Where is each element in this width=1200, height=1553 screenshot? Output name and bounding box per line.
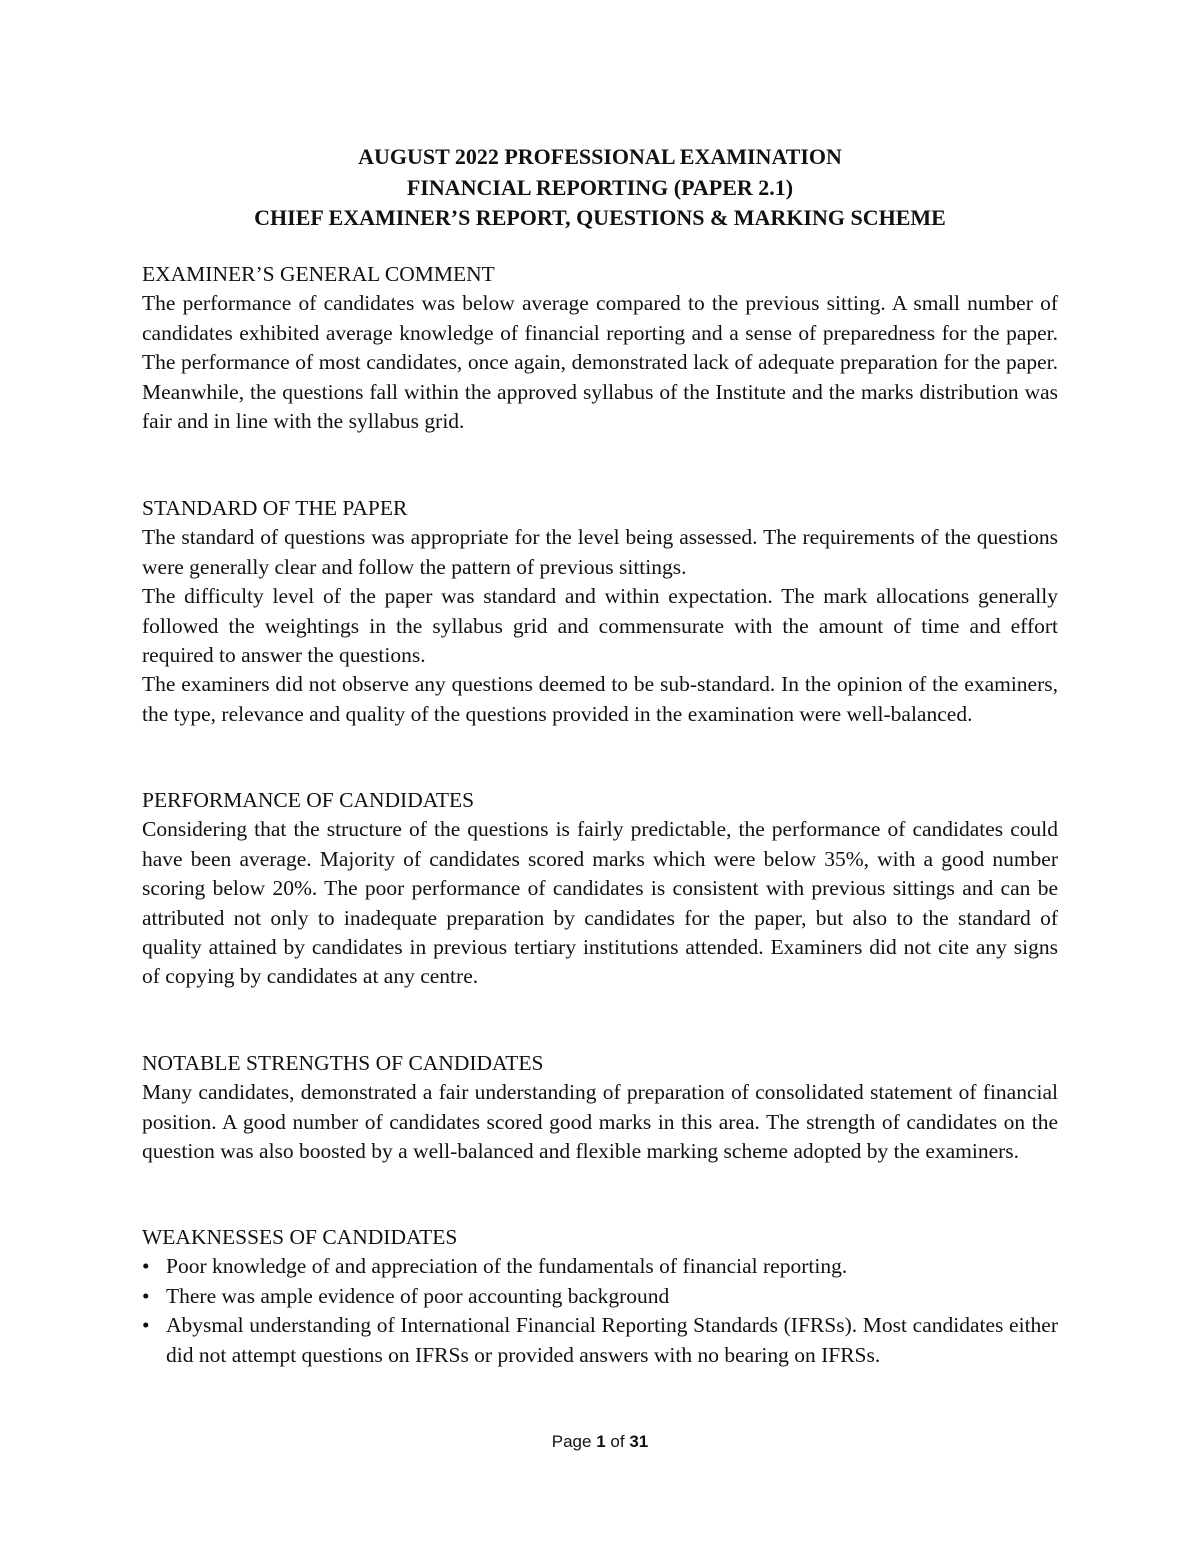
page-number: Page 1 of 31	[551, 1432, 649, 1451]
section-performance	[142, 786, 1058, 992]
list-item: • There was ample evidence of poor accounting background	[142, 1282, 1058, 1311]
paragraph: The performance of candidates was below average compared to the previous sitting. A small number of candidates exhibited average knowledge of financial reporting and a sense of preparedness for the paper. The performance of most candidates, once again, demonstrated lack of adequate preparation for the paper. Meanwhile, the questions fall within the approved syllabus of the Institute and the marks distribution was fair and in line with the syllabus grid.	[142, 291, 1058, 434]
paragraph: The examiners did not observe any questions deemed to be sub-standard. In the opinion of the examiners, the type, relevance and quality of the questions provided in the examination were well-balanced.	[142, 672, 1058, 726]
document-title	[0, 142, 1200, 234]
title-line-2: FINANCIAL REPORTING (PAPER 2.1)	[406, 174, 794, 200]
title-line-1: AUGUST 2022 PROFESSIONAL EXAMINATION	[358, 144, 842, 169]
paragraph: Considering that the structure of the questions is fairly predictable, the performance of candidates could have been average. Majority of candidates scored marks which were below 35%, with a good number scoring below 20%. The poor performance of candidates is consistent with previous sittings and can be attributed not only to inadequate preparation by candidates for the paper, but also to the standard of quality attained by candidates in previous tertiary institutions attended. Examiners did not cite any signs of copying by candidates at any centre.	[142, 817, 1058, 989]
section-heading: STANDARD OF THE PAPER	[142, 496, 408, 520]
paragraph: The difficulty level of the paper was standard and within expectation. The mark allocations generally followed the weightings in the syllabus grid and commensurate with the amount of time and effort required to answer the questions.	[142, 584, 1058, 668]
bullet-icon: •	[142, 1313, 150, 1338]
section-heading: NOTABLE STRENGTHS OF CANDIDATES	[142, 1051, 544, 1075]
list-item: • Abysmal understanding of International Financial Reporting Standards (IFRSs). Most candidates either did not attempt questions on IFRSs or provided answers with no bearing on IFRSs.	[142, 1313, 1058, 1367]
paragraph: Many candidates, demonstrated a fair understanding of preparation of consolidated statement of financial position. A good number of candidates scored good marks in this area. The strength of candidates on the question was also boosted by a well-balanced and flexible marking scheme adopted by the examiners.	[142, 1080, 1058, 1164]
paragraph: The standard of questions was appropriate for the level being assessed. The requirements of the questions were generally clear and follow the pattern of previous sittings.	[142, 525, 1058, 579]
section-weaknesses	[142, 1223, 1058, 1370]
section-heading: WEAKNESSES OF CANDIDATES	[142, 1225, 458, 1249]
weaknesses-list	[142, 1252, 1058, 1370]
section-standard	[142, 494, 1058, 729]
title-line-3: CHIEF EXAMINER’S REPORT, QUESTIONS & MARKING SCHEME	[254, 205, 946, 230]
bullet-icon: •	[142, 1283, 150, 1308]
bullet-icon: •	[142, 1254, 150, 1279]
section-heading: PERFORMANCE OF CANDIDATES	[142, 788, 475, 812]
list-item: • Poor knowledge of and appreciation of the fundamentals of financial reporting.	[142, 1252, 1058, 1281]
section-heading: EXAMINER’S GENERAL COMMENT	[142, 262, 495, 286]
section-general-comment	[142, 260, 1058, 436]
section-strengths	[142, 1049, 1058, 1167]
